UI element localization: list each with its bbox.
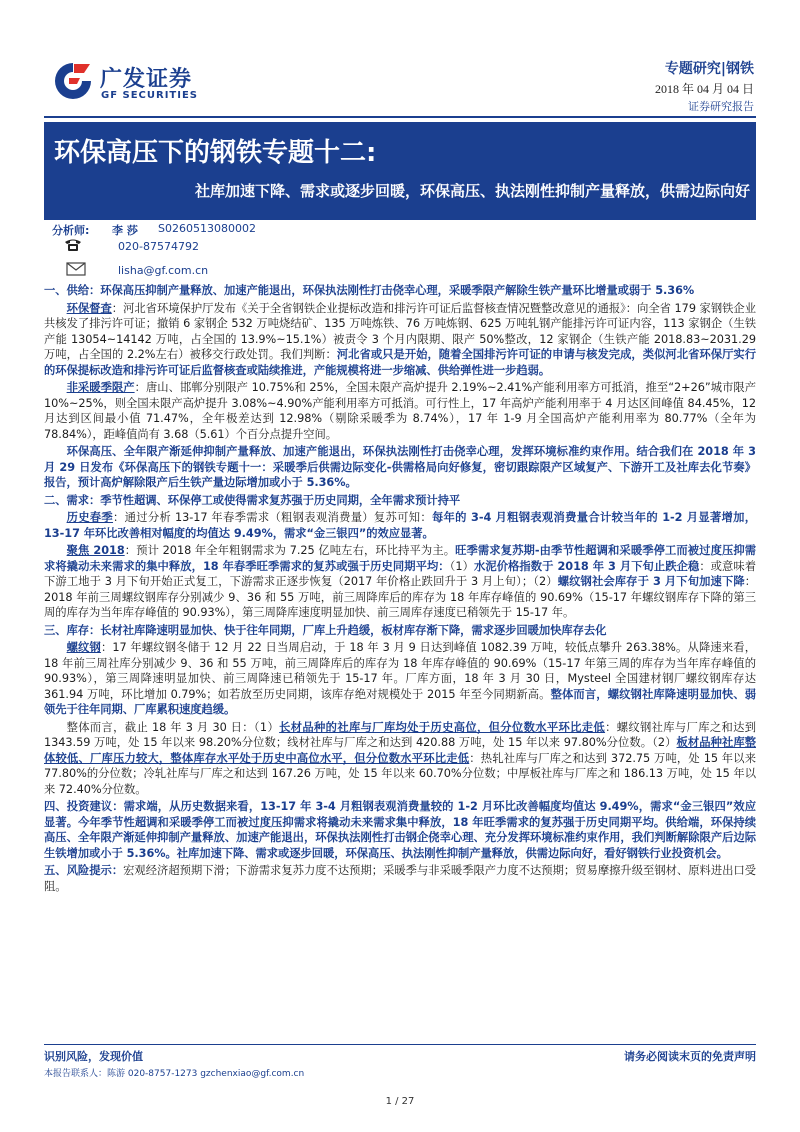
page-number: 1 / 27 — [385, 1096, 415, 1107]
s3-paragraph-2: 整体而言，截止 18 年 3 月 30 日：（1）长材品种的社库与厂库均处于历史高位，但分位数水平环比走低：螺纹钢社库与厂库之和达到 1343.59 万吨，处 15 年以来 98.20%分位数；线材社库与厂库之和达到 420.88 万吨，处 15 年以来 97.80%分位数。（2）板材品种社库整体较低、厂库压力较大，整体库存水平处于历史中高位水平，但分位数水平环比走低：热轧社库与厂库之和达到 372.75 万吨，处 15 年以来 77.80%的分位数；冷轧社库与厂库之和达到 167.26 万吨，处 15 年以来 60.70%分位数；中厚板社库与厂库之和 186.13 万吨，处 15 年以来 72.40%分位数。 — [44, 720, 756, 796]
section-3-heading: 三、库存：长材社库降速明显加快、快于往年同期，厂库上升趋缓，板材库存渐下降，需求逐步回暖加快库存去化 — [44, 623, 607, 637]
mail-icon — [66, 262, 86, 276]
logo-text-en: GF SECURITIES — [101, 90, 199, 101]
report-subtitle: 社库加速下降、需求或逐步回暖，环保高压、执法刚性抑制产量释放，供需边际向好 — [194, 182, 750, 200]
footer-contact: 本报告联系人：陈游 020-8757-1273 gzchenxiao@gf.com.cn — [44, 1069, 305, 1079]
s2-paragraph-2: 聚焦 2018：预计 2018 年全年粗钢需求为 7.25 亿吨左右，环比持平为主。旺季需求复苏期-由季节性超调和采暖季停工而被过度压抑需求将撬动未来需求的集中释放，18 年春季旺季需求的复苏或强于历史同期平均：（1）水泥价格指数于 2018 年 3 月下旬止跌企稳：或意味着下游工地于 3 月下旬开始正式复工，下游需求正逐步恢复（2017 年价格止跌回升于 3 月上旬）；（2）螺纹钢社会库存于 3 月下旬加速下降：2018 年前三周螺纹钢库存分别减少 9、36 和 55 万吨，前三周降库后的库存为 18 年库存峰值的 90.69%（15-17 年螺纹钢库存下降的第三周的库存为当年库存峰值的 90.93%），第三周降库速度明显加快、前三周库存速度已稍领先于 15-17 年。 — [44, 544, 757, 619]
report-summary — [44, 283, 756, 896]
analyst-phone: 020-87574792 — [118, 240, 199, 253]
s1-paragraph-3: 环保高压、全年限产渐延伸抑制产量释放、加速产能退出，环保执法刚性打击侥幸心理，发挥环境标准约束作用。结合我们在 2018 年 3 月 29 日发布《环保高压下的钢铁专题十一：采暖季后供需边际变化-供需格局向好修复，密切跟踪限产区域复产、下游开工及社库去化节奏》报告，预计高炉解除限产后生铁产量边际增加或小于 5.36%。 — [44, 445, 756, 489]
section-2-heading: 二、需求：季节性超调、环保停工或使得需求复苏强于历史同期，全年需求预计持平 — [44, 493, 461, 507]
s1-paragraph-1: 环保督查：河北省环境保护厅发布《关于全省钢铁企业提标改造和排污许可证后监督核查情况暨整改意见的通报》：向全省 179 家钢铁企业共核发了排污许可证；撤销 6 家钢企 532 万吨烧结矿、135 万吨炼铁、76 万吨炼钢、625 万吨轧钢产能排污许可证内容，113 家钢企（生铁产能 13054~14142 万吨，占全国的 13.9%~15.1%）被责令 3 个月内限期、限产 50%整改，12 家钢企（生铁产能 2018.83~2031.29 万吨，占全国的 2.2%左右）被移交行政处罚。我们判断：河北省或只是开始，随着全国排污许可证的申请与核发完成，类似河北省环保厅实行的环保提标改造和排污许可证后监督核查或陆续推进，产能规模将进一步缩减、供给弹性进一步趋弱。 — [44, 301, 756, 377]
footer-slogan: 识别风险，发现价值 — [44, 1050, 143, 1063]
report-date: 2018 年 04 月 04 日 — [654, 82, 754, 96]
analyst-cert-id: S0260513080002 — [158, 222, 256, 235]
gf-logo — [52, 60, 212, 106]
s2-paragraph-1: 历史春季：通过分析 13-17 年春季需求（粗钢表观消费量）复苏可知：每年的 3-4 月粗钢表观消费量合计较当年的 1-2 月显著增加，13-17 年环比改善相对幅度的均值达 9.49%，需求“金三银四”的效应显著。 — [44, 511, 757, 540]
footer-rule — [44, 1044, 756, 1045]
header-rule — [44, 116, 756, 118]
analyst-email[interactable]: lisha@gf.com.cn — [118, 264, 209, 277]
analyst-label: 分析师: — [52, 224, 90, 237]
section-1-heading: 一、供给：环保高压抑制产量释放、加速产能退出，环保执法刚性打击侥幸心理，采暖季限产解除生铁产量环比增量或弱于 5.36% — [44, 284, 695, 297]
s1-paragraph-2: 非采暖季限产：唐山、邯郸分别限产 10.75%和 25%，全国未限产高炉提升 2.19%~2.41%产能利用率方可抵消，推至“2+26”城市限产 10%~25%，则全国未限产高炉提升 3.08%~4.90%产能利用率方可抵消。可行性上，17 年高炉产能利用率于 4 月达区间峰值 84.45%，12 月达到区间最小值 71.47%，全年极差达到 12.98%（剔除采暖季为 8.74%），17 年 1-9 月全国高炉产能利用率为 80.77%（全年为 78.84%），距峰值尚有 3.68（5.61）个百分点提升空间。 — [44, 381, 756, 441]
gf-logo-icon — [52, 60, 94, 102]
report-title: 环保高压下的钢铁专题十二: — [54, 138, 377, 168]
report-type: 证券研究报告 — [688, 100, 754, 113]
section-4-paragraph: 四、投资建议：需求端，从历史数据来看，13-17 年 3-4 月粗钢表观消费量较的 1-2 月环比改善幅度均值达 9.49%，需求“金三银四”效应显著。今年季节性超调和采暖季停工而被过度压抑需求将撬动未来需求集中释放，18 年旺季需求的复苏强于历史同期平均。供给端，环保持续高压、全年限产渐延伸抑制产量释放、加速产能退出，环保执法刚性打击钢企侥幸心理、充分发挥环境标准约束作用，我们判断解除限产后边际生铁增加或小于 5.36%。社库加速下降、需求或逐步回暖，环保高压、执法刚性抑制产量释放，供需边际向好，看好钢铁行业投资机会。 — [44, 800, 756, 860]
footer-disclaimer: 请务必阅读末页的免责声明 — [624, 1050, 756, 1063]
s3-paragraph-1: 螺纹钢：17 年螺纹钢冬储于 12 月 22 日当周启动，于 18 年 3 月 9 日达到峰值 1082.39 万吨，较低点攀升 263.38%。从降速来看，18 年前三周社库分别减少 9、36 和 55 万吨，前三周降库后的库存为 18 年库存峰值的 90.69%（15-17 年第三周的库存为当年库存峰值的 90.93%），第三周降速明显加快、前三周降速已稍领先于 15-17 年。厂库方面，18 年 3 月 30 日，Mysteel 全国建材钢厂螺纹钢库存达 361.94 万吨，环比增加 0.79%；如若放至历史同期，该库存绝对规模处于 2015 年至今同期新高。整体而言，螺纹钢社库降速明显加快、弱领先于往年同期、厂库累积速度趋缓。 — [44, 641, 756, 716]
logo-text-cn: 广发证券 — [100, 67, 193, 92]
phone-icon — [64, 238, 82, 252]
section-5-paragraph: 五、风险提示：宏观经济超预期下滑；下游需求复苏力度不达预期；采暖季与非采暖季限产力度不达预期；贸易摩擦升级至钢材、原料进出口受阻。 — [44, 864, 756, 893]
report-category: 专题研究|钢铁 — [664, 61, 754, 77]
analyst-name: 李 莎 — [112, 224, 138, 237]
